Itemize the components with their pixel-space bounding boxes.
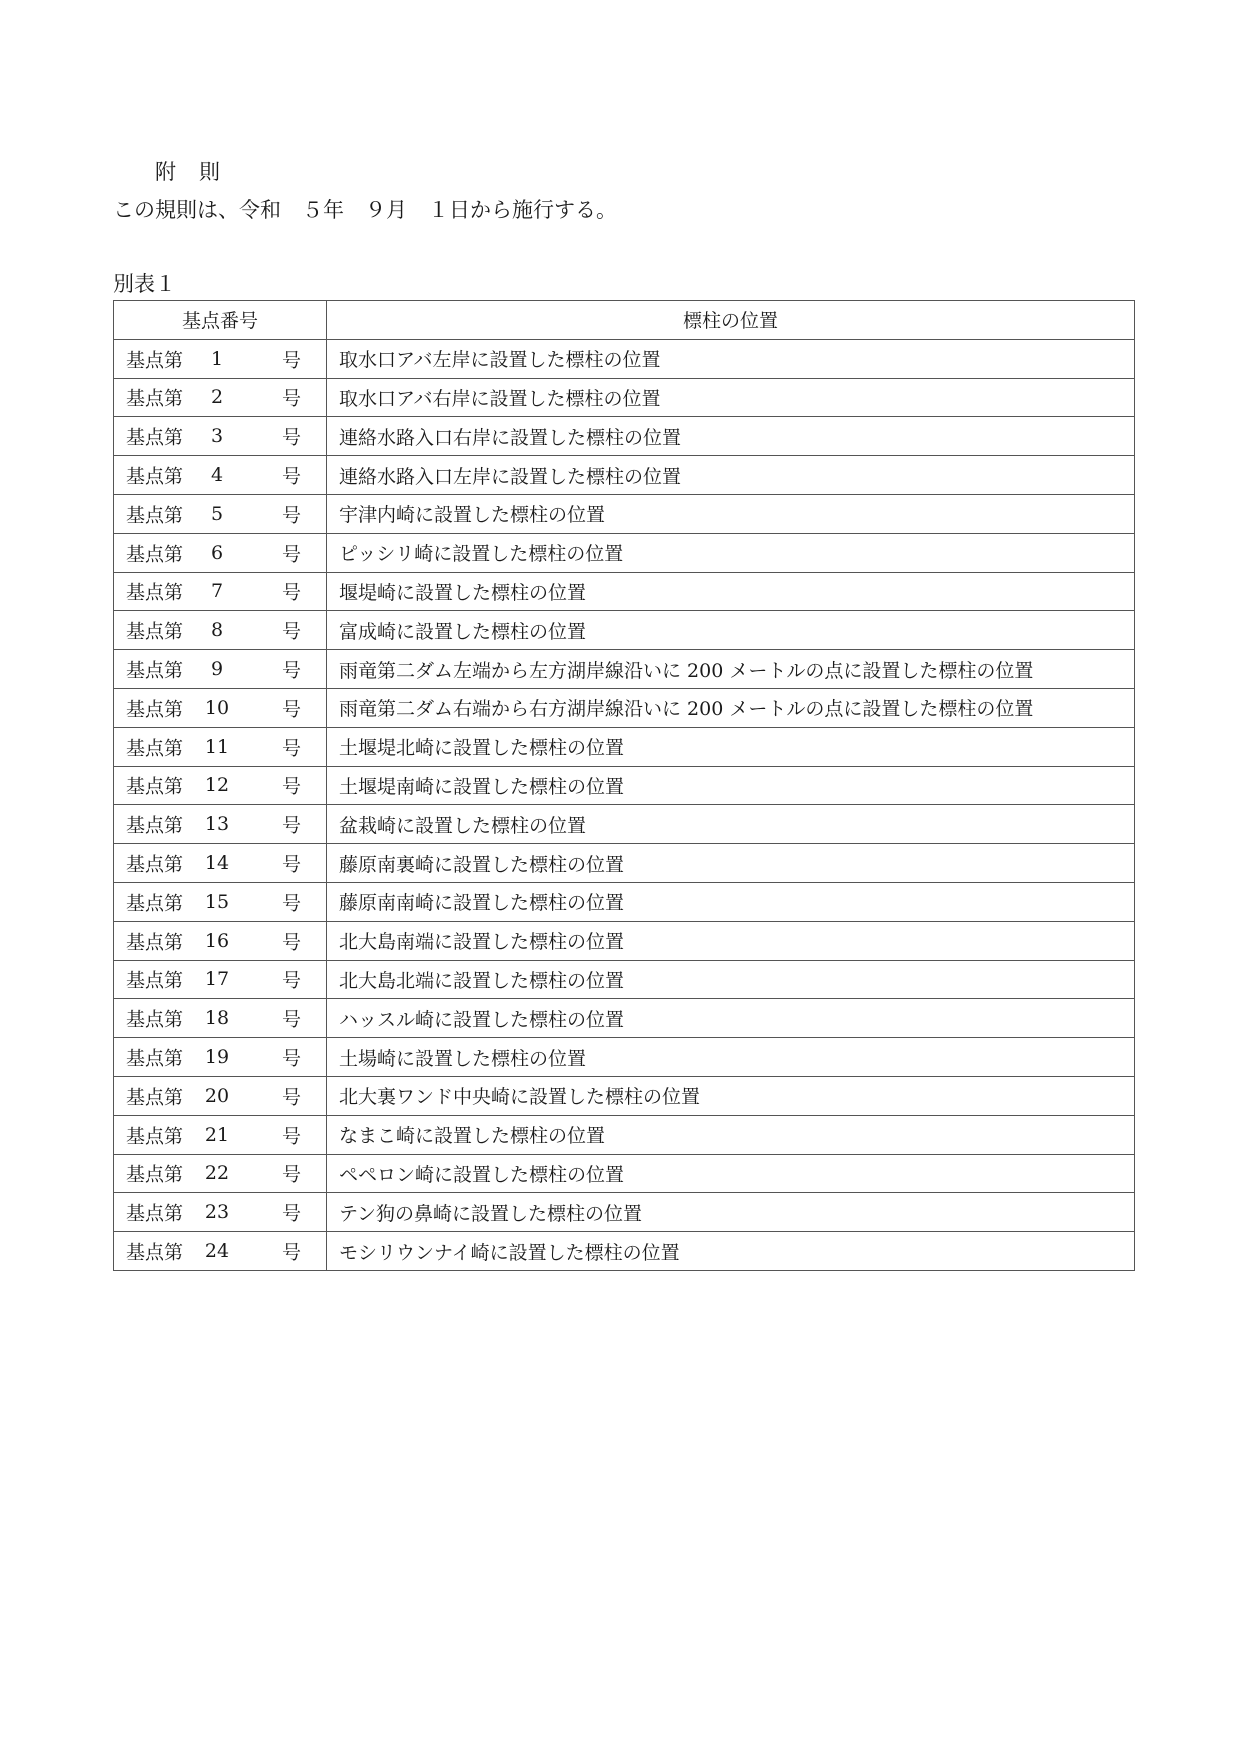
point-number: 14 [204,852,230,875]
marker-location-cell: なまこ崎に設置した標柱の位置 [327,1115,1135,1154]
point-number: 17 [204,968,230,991]
point-suffix: 号 [282,814,302,837]
point-suffix: 号 [282,349,302,372]
marker-location-cell: 連絡水路入口左岸に設置した標柱の位置 [327,456,1135,495]
marker-location-cell: 堰堤崎に設置した標柱の位置 [327,572,1135,611]
point-number: 15 [204,890,230,913]
marker-location-cell: ペペロン崎に設置した標柱の位置 [327,1154,1135,1193]
point-suffix: 号 [282,620,302,643]
point-suffix: 号 [282,853,302,876]
point-number: 16 [204,929,230,952]
point-number-cell [114,1038,327,1077]
marker-location-cell: 宇津内崎に設置した標柱の位置 [327,494,1135,533]
marker-location-cell: 取水口アバ右岸に設置した標柱の位置 [327,378,1135,417]
table-row [114,727,1135,766]
point-suffix: 号 [282,543,302,566]
table-row [114,417,1135,456]
table-row [114,805,1135,844]
point-prefix: 基点第 [126,1086,184,1109]
point-number: 12 [204,774,230,797]
table-row [114,766,1135,805]
point-number: 24 [204,1240,230,1263]
table-row [114,533,1135,572]
point-number: 4 [210,464,224,487]
marker-location-cell: ハッスル崎に設置した標柱の位置 [327,999,1135,1038]
table-row [114,1193,1135,1232]
point-number-cell [114,960,327,999]
marker-location-cell: 盆栽崎に設置した標柱の位置 [327,805,1135,844]
point-number: 23 [204,1201,230,1224]
point-number-cell [114,533,327,572]
marker-location-cell: 富成崎に設置した標柱の位置 [327,611,1135,650]
point-number-cell [114,1232,327,1271]
table-row [114,1232,1135,1271]
point-number: 8 [210,619,224,642]
point-prefix: 基点第 [126,465,184,488]
point-number-cell [114,650,327,689]
point-prefix: 基点第 [126,1163,184,1186]
point-number-cell [114,766,327,805]
table-row [114,921,1135,960]
point-number: 6 [210,541,224,564]
point-number-cell [114,727,327,766]
point-prefix: 基点第 [126,504,184,527]
point-suffix: 号 [282,1241,302,1264]
marker-location-cell: 雨竜第二ダム左端から左方湖岸線沿いに 200 メートルの点に設置した標柱の位置 [327,650,1135,689]
marker-location-cell: 取水口アバ左岸に設置した標柱の位置 [327,339,1135,378]
supplementary-provisions-heading: 附 則 [155,160,221,184]
point-suffix: 号 [282,426,302,449]
table-row [114,1115,1135,1154]
point-number-cell [114,378,327,417]
marker-location-cell: 北大島南端に設置した標柱の位置 [327,921,1135,960]
marker-location-cell: 雨竜第二ダム右端から右方湖岸線沿いに 200 メートルの点に設置した標柱の位置 [327,688,1135,727]
point-number-cell [114,921,327,960]
point-number: 10 [204,696,230,719]
table-row [114,960,1135,999]
point-number-cell [114,1076,327,1115]
point-number: 22 [204,1162,230,1185]
point-prefix: 基点第 [126,581,184,604]
point-suffix: 号 [282,892,302,915]
reference-points-table [113,300,1135,1271]
point-number: 7 [210,580,224,603]
point-prefix: 基点第 [126,931,184,954]
point-prefix: 基点第 [126,1008,184,1031]
point-prefix: 基点第 [126,659,184,682]
marker-location-cell: 藤原南南崎に設置した標柱の位置 [327,882,1135,921]
marker-location-cell: テン狗の鼻崎に設置した標柱の位置 [327,1193,1135,1232]
point-prefix: 基点第 [126,853,184,876]
point-prefix: 基点第 [126,349,184,372]
point-number: 3 [210,425,224,448]
point-suffix: 号 [282,1047,302,1070]
point-suffix: 号 [282,1086,302,1109]
point-number-cell [114,572,327,611]
point-prefix: 基点第 [126,1047,184,1070]
table-row [114,611,1135,650]
point-prefix: 基点第 [126,737,184,760]
table-row [114,999,1135,1038]
point-number: 21 [204,1123,230,1146]
point-number-cell [114,1115,327,1154]
table-row [114,844,1135,883]
point-suffix: 号 [282,1163,302,1186]
point-suffix: 号 [282,698,302,721]
point-number-cell [114,844,327,883]
point-number-cell [114,417,327,456]
point-suffix: 号 [282,931,302,954]
point-suffix: 号 [282,1202,302,1225]
table-row [114,494,1135,533]
point-suffix: 号 [282,737,302,760]
point-suffix: 号 [282,465,302,488]
marker-location-cell: 連絡水路入口右岸に設置した標柱の位置 [327,417,1135,456]
point-suffix: 号 [282,387,302,410]
point-suffix: 号 [282,659,302,682]
table-row [114,650,1135,689]
point-prefix: 基点第 [126,387,184,410]
point-number-cell [114,1193,327,1232]
point-prefix: 基点第 [126,969,184,992]
point-suffix: 号 [282,1125,302,1148]
point-prefix: 基点第 [126,426,184,449]
point-prefix: 基点第 [126,698,184,721]
table-row [114,456,1135,495]
marker-location-cell: モシリウンナイ崎に設置した標柱の位置 [327,1232,1135,1271]
point-number: 11 [204,735,230,758]
table-row [114,882,1135,921]
point-prefix: 基点第 [126,892,184,915]
point-number: 2 [210,386,224,409]
table-row [114,378,1135,417]
point-number: 13 [204,813,230,836]
appendix-table-label: 別表１ [113,272,176,296]
point-number-cell [114,456,327,495]
marker-location-cell: 北大島北端に設置した標柱の位置 [327,960,1135,999]
point-prefix: 基点第 [126,1241,184,1264]
table-row [114,1154,1135,1193]
marker-location-cell: 藤原南裏崎に設置した標柱の位置 [327,844,1135,883]
marker-location-cell: 北大裏ワンド中央崎に設置した標柱の位置 [327,1076,1135,1115]
table-row [114,688,1135,727]
point-prefix: 基点第 [126,543,184,566]
effective-date-statement: この規則は、令和 ５年 ９月 １日から施行する。 [113,198,617,222]
point-number-cell [114,611,327,650]
marker-location-cell: 土堰堤北崎に設置した標柱の位置 [327,727,1135,766]
point-number-cell [114,805,327,844]
table-row [114,339,1135,378]
point-prefix: 基点第 [126,814,184,837]
point-prefix: 基点第 [126,775,184,798]
table-row [114,1038,1135,1077]
point-number-cell [114,688,327,727]
point-number: 5 [210,502,224,525]
header-marker-location: 標柱の位置 [327,301,1135,340]
point-prefix: 基点第 [126,1202,184,1225]
point-number-cell [114,494,327,533]
point-prefix: 基点第 [126,1125,184,1148]
point-number-cell [114,999,327,1038]
table-header-row [114,301,1135,340]
table-row [114,1076,1135,1115]
point-number: 20 [204,1084,230,1107]
point-number-cell [114,1154,327,1193]
marker-location-cell: 土場崎に設置した標柱の位置 [327,1038,1135,1077]
point-suffix: 号 [282,969,302,992]
point-number: 18 [204,1007,230,1030]
header-point-number: 基点番号 [114,301,327,340]
marker-location-cell: ピッシリ崎に設置した標柱の位置 [327,533,1135,572]
point-number: 9 [210,658,224,681]
marker-location-cell: 土堰堤南崎に設置した標柱の位置 [327,766,1135,805]
point-number: 1 [210,347,224,370]
point-suffix: 号 [282,775,302,798]
point-number-cell [114,882,327,921]
point-prefix: 基点第 [126,620,184,643]
table-row [114,572,1135,611]
point-number: 19 [204,1046,230,1069]
point-suffix: 号 [282,581,302,604]
point-suffix: 号 [282,1008,302,1031]
point-number-cell [114,339,327,378]
point-suffix: 号 [282,504,302,527]
